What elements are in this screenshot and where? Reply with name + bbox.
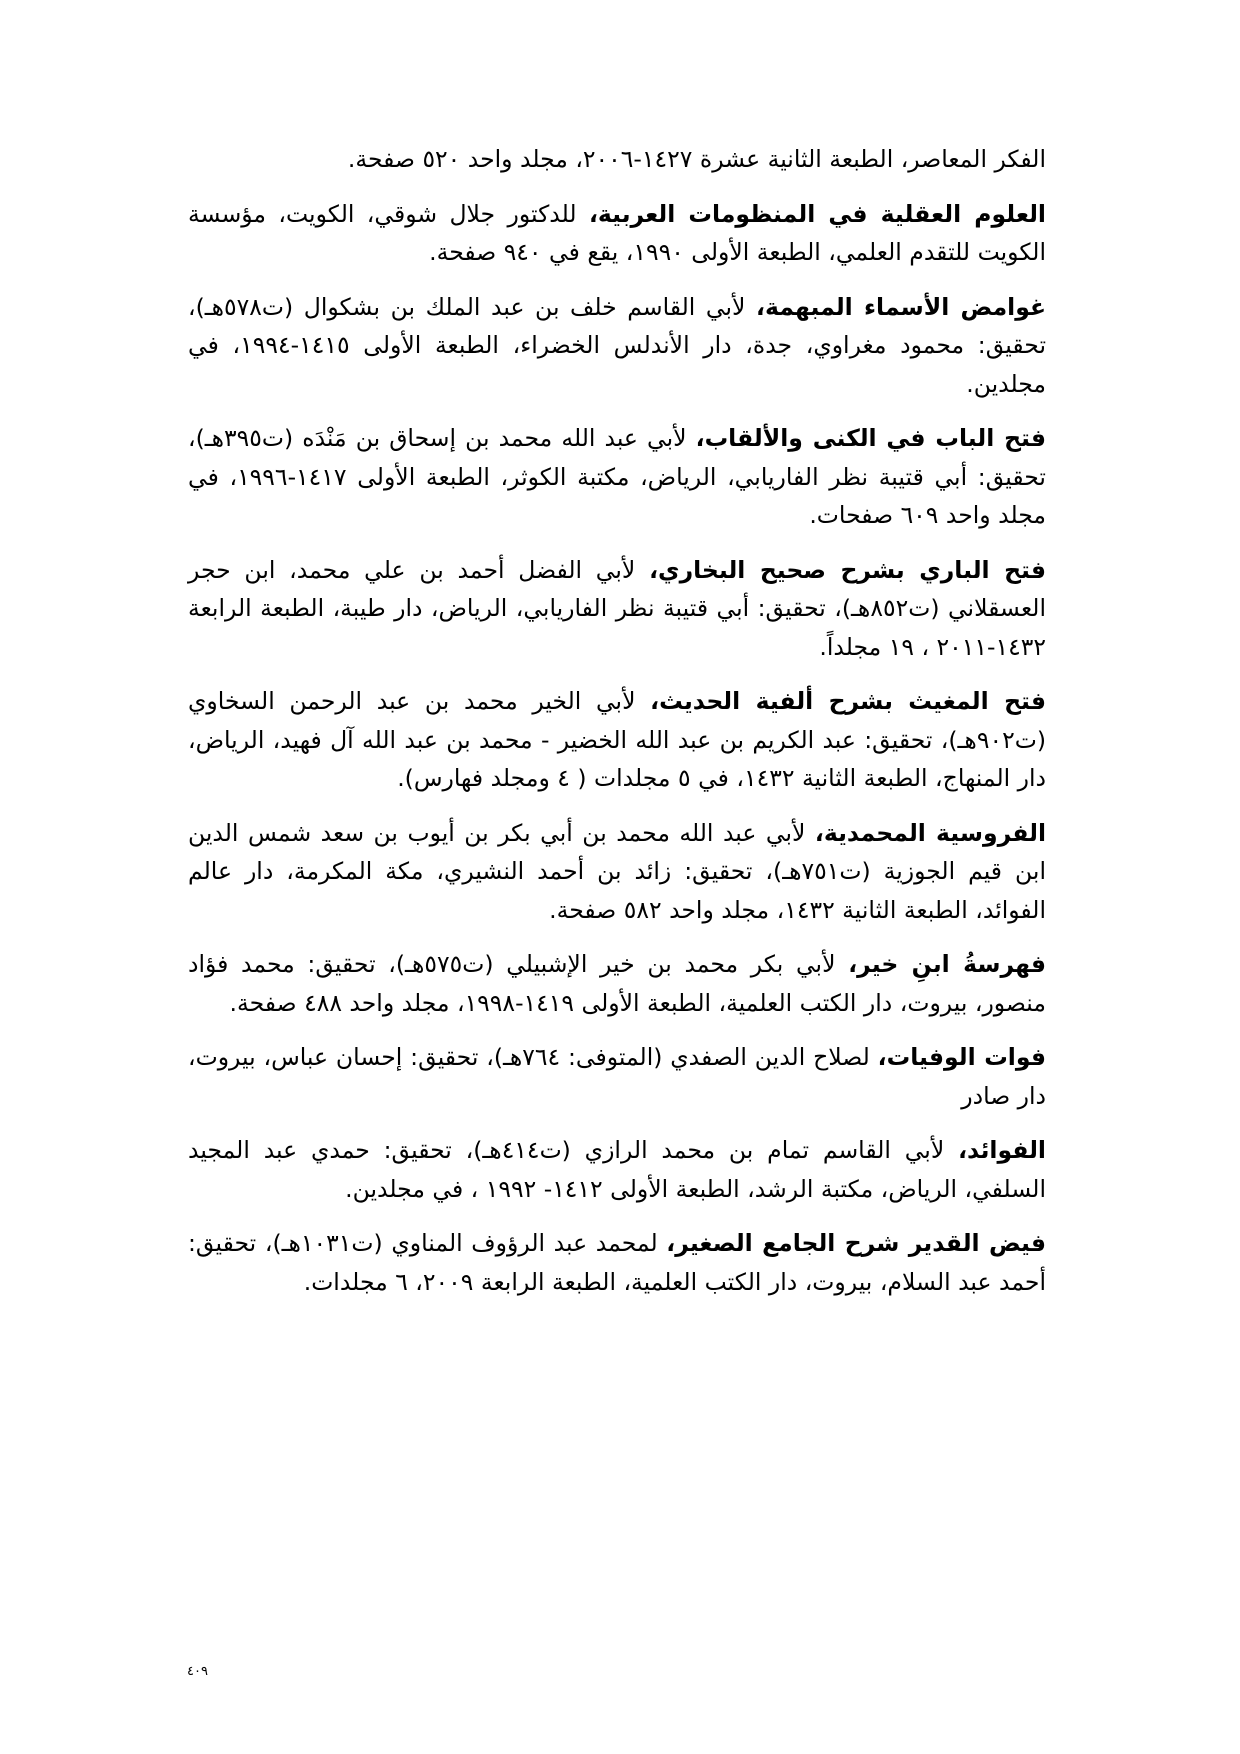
bibliography-entry [188, 1224, 1046, 1301]
entry-text: لأبي عبد الله محمد بن إسحاق بن مَنْدَه (ت٣٩٥هـ)، تحقيق: أبي قتيبة نظر الفاريابي، الرياض، مكتبة الكوثر، الطبعة الأولى ١٤١٧-١٩٩٦، في مجلد واحد ٦٠٩ صفحات. [188, 424, 1046, 529]
entry-text: لأبي القاسم تمام بن محمد الرازي (ت٤١٤هـ)، تحقيق: حمدي عبد المجيد السلفي، الرياض، مكتبة الرشد، الطبعة الأولى ١٤١٢- ١٩٩٢ ، في مجلدين. [188, 1136, 1046, 1203]
entry-title: فتح الباب في الكنى والألقاب، [695, 424, 1046, 452]
entry-title: فيض القدير شرح الجامع الصغير، [666, 1229, 1046, 1257]
bibliography-entry [188, 945, 1046, 1022]
bibliography-entry [188, 419, 1046, 535]
entry-text: لأبي بكر محمد بن خير الإشبيلي (ت٥٧٥هـ)، تحقيق: محمد فؤاد منصور، بيروت، دار الكتب العلمية، الطبعة الأولى ١٤١٩-١٩٩٨، مجلد واحد ٤٨٨ صفحة. [188, 950, 1046, 1017]
bibliography-entry [188, 195, 1046, 272]
entry-text: لأبي القاسم خلف بن عبد الملك بن بشكوال (ت٥٧٨هـ)، تحقيق: محمود مغراوي، جدة، دار الأندلس الخضراء، الطبعة الأولى ١٤١٥-١٩٩٤، في مجلدين. [188, 292, 1046, 398]
entry-title: فهرسةُ ابنِ خير، [848, 950, 1046, 978]
bibliography-page [188, 140, 1046, 1317]
entry-text: لأبي الفضل أحمد بن علي محمد، ابن حجر العسقلاني (ت٨٥٢هـ)، تحقيق: أبي قتيبة نظر الفاريابي، الرياض، دار طيبة، الطبعة الرابعة ١٤٣٢-٢٠١١ ، ١٩ مجلداً. [188, 555, 1047, 661]
bibliography-entry [188, 1038, 1046, 1115]
bibliography-entry [188, 1131, 1046, 1208]
entry-text: لأبي الخير محمد بن عبد الرحمن السخاوي (ت٩٠٢هـ)، تحقيق: عبد الكريم بن عبد الله الخضير - محمد بن عبد الله آل فهيد، الرياض، دار المنهاج، الطبعة الثانية ١٤٣٢، في ٥ مجلدات ( ٤ ومجلد فهارس). [188, 687, 1046, 792]
entry-text: لصلاح الدين الصفدي (المتوفى: ٧٦٤هـ)، تحقيق: إحسان عباس، بيروت، دار صادر [188, 1043, 1046, 1110]
entry-title: فتح الباري بشرح صحيح البخاري، [649, 555, 1046, 584]
bibliography-entry [188, 814, 1046, 930]
entry-text: لأبي عبد الله محمد بن أبي بكر بن أيوب بن سعد شمس الدين ابن قيم الجوزية (ت٧٥١هـ)، تحقيق: زائد بن أحمد النشيري، مكة المكرمة، دار عالم الفوائد، الطبعة الثانية ١٤٣٢، مجلد واحد ٥٨٢ صفحة. [188, 818, 1046, 924]
entry-text: لمحمد عبد الرؤوف المناوي (ت١٠٣١هـ)، تحقيق: أحمد عبد السلام، بيروت، دار الكتب العلمية، الطبعة الرابعة ٢٠٠٩، ٦ مجلدات. [188, 1229, 1046, 1296]
entry-title: فوات الوفيات، [877, 1043, 1046, 1071]
entry-title: فتح المغيث بشرح ألفية الحديث، [650, 687, 1046, 715]
entry-text: الفكر المعاصر، الطبعة الثانية عشرة ١٤٢٧-٢٠٠٦، مجلد واحد ٥٢٠ صفحة. [347, 145, 1046, 173]
entry-text: للدكتور جلال شوقي، الكويت، مؤسسة الكويت للتقدم العلمي، الطبعة الأولى ١٩٩٠، يقع في ٩٤٠ صفحة. [188, 199, 1046, 266]
entry-title: الفروسية المحمدية، [814, 818, 1046, 847]
entry-title: غوامض الأسماء المبهمة، [756, 292, 1046, 321]
bibliography-entry [188, 551, 1046, 667]
entry-title: العلوم العقلية في المنظومات العربية، [588, 199, 1046, 228]
bibliography-entry [188, 288, 1046, 404]
entry-title: الفوائد، [958, 1136, 1046, 1164]
page-number: ٤٠٩ [187, 1664, 208, 1679]
bibliography-entry-continuation [188, 140, 1046, 179]
bibliography-entry [188, 682, 1046, 798]
